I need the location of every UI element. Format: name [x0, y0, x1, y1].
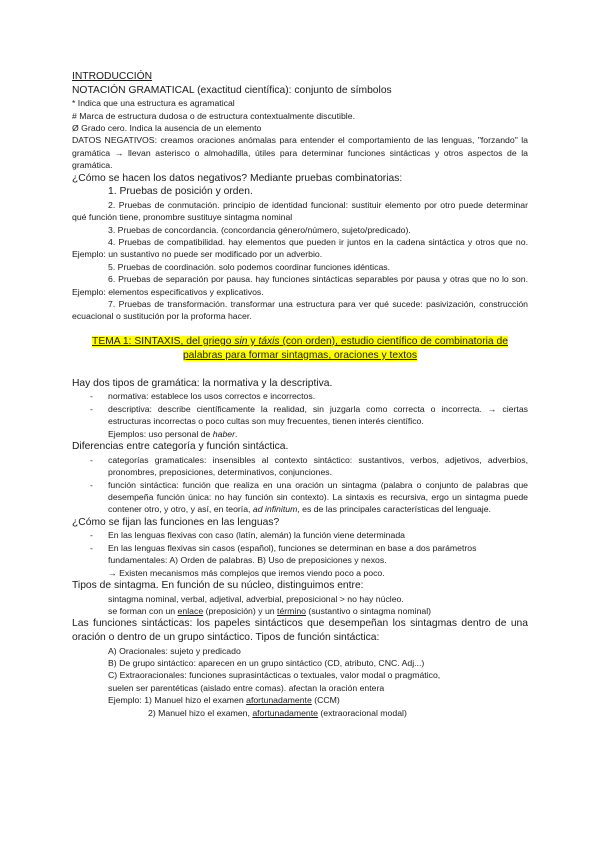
tema-title-part: y — [247, 335, 259, 347]
ejemplo-1 — [72, 694, 528, 706]
symbol-zero: Ø Grado cero. Indica la ausencia de un elemento — [72, 123, 262, 133]
datos-negativos-paragraph: DATOS NEGATIVOS: creamos oraciones anómalas para entender el comportamiento de las lenguas, "forzando" la gramática → llevan asterisco o almohadilla, útiles para determinar funciones sintácticas y otros aspectos de la gramática. — [72, 135, 528, 171]
extraoracionales-cont: suelen ser parentéticas (aislado entre comas). afectan la oración entera — [108, 682, 385, 693]
text-part: . — [235, 428, 238, 439]
text-part: enlace — [177, 605, 204, 616]
descriptiva-item: - descriptiva: describe científicamente la realidad, sin juzgarla como correcta o incorrecta. → ciertas estructuras incorrectas o poco cultas son muy frecuentes, tienen interés científico. — [72, 403, 528, 428]
intro-heading: INTRODUCCIÓN — [72, 71, 153, 82]
prueba-item: 5. Pruebas de coordinación. solo podemos coordinar funciones idénticas. — [108, 261, 391, 272]
prueba-item: 3. Pruebas de concordancia. (concordancia género/número, sujeto/predicado). — [108, 224, 411, 235]
text-part: función sintáctica: función que realiza en una oración un sintagma (palabra o conjunto de palabras que desempeña función única: no hay función sin contexto). La sintaxis es recursiva, ergo un sintagma puede contener otro, y otro, y así, en teoría, — [108, 479, 528, 515]
oracionales-item: A) Oracionales: sujeto y predicado — [108, 645, 241, 656]
text-part: haber — [212, 428, 236, 439]
prueba-item: 7. Pruebas de transformación. transformar una estructura para ver qué sucede: pasivización, construcción ecuacional o sustitución por la proforma hacer. — [72, 299, 528, 322]
normativa-item: - normativa: establece los usos correctos e incorrectos. — [72, 390, 528, 402]
text-part: Ejemplo: 1) Manuel hizo el examen — [108, 695, 247, 706]
prueba-item: 2. Pruebas de conmutación. principio de identidad funcional: sustituir elemento por otro puede determinar qué función tiene, pronombre sustituye sintagma nominal — [72, 199, 528, 223]
notacion-line: NOTACIÓN GRAMATICAL (exactitud científica): conjunto de símbolos — [72, 84, 392, 96]
text-part: (preposición) y un — [203, 605, 278, 616]
funcion-sintactica-item — [72, 479, 528, 516]
categorias-item: - categorías gramaticales: insensibles al contexto sintáctico: sustantivos, verbos, adjetivos, adverbios, pronombres, preposiciones, determinativos, conjunciones. — [72, 454, 528, 479]
tema-title-part: TEMA 1: SINTAXIS, del griego — [92, 335, 235, 347]
extraoracionales-item: C) Extraoracionales: funciones suprasintácticas o textuales, valor modal o pragmático, — [108, 670, 441, 681]
text-part: (sustantivo o sintagma nominal) — [306, 605, 432, 616]
text-part: 2) Manuel hizo el examen, — [148, 707, 253, 718]
grupo-item: B) De grupo sintáctico: aparecen en un grupo sintáctico (CD, atributo, CNC. Adj...) — [108, 657, 425, 668]
document-page — [72, 70, 528, 719]
symbol-asterisk: * Indica que una estructura es agramatical — [72, 98, 235, 109]
funciones-sintacticas-paragraph: Las funciones sintácticas: los papeles sintácticos que desempeñan los sintagmas dentro de una oración o dentro de un grupo sintáctico. Tipos de función sintáctica: — [72, 618, 528, 643]
ejemplos-haber — [72, 428, 528, 440]
tema-title — [72, 335, 528, 363]
sin-casos-item: - En las lenguas flexivas sin casos (español), funciones se determinan en base a dos parámetros fundamentales: A) Orden de palabras. B) Uso de preposiciones y nexos. — [72, 542, 528, 567]
text-part: , es de las principales características del lenguaje. — [297, 504, 491, 515]
sintagma-list: sintagma nominal, verbal, adjetival, adverbial, preposicional > no hay núcleo. — [108, 593, 404, 604]
se-forman-line — [72, 605, 528, 617]
tema-title-part: táxis — [258, 335, 280, 347]
pruebas-question: ¿Cómo se hacen los datos negativos? Mediante pruebas combinatorias: — [72, 172, 403, 184]
text-part: término — [277, 605, 307, 616]
tipos-sintagma: Tipos de sintagma. En función de su núcleo, distinguimos entre: — [72, 579, 364, 591]
prueba-item: 4. Pruebas de compatibilidad. hay elementos que pueden ir juntos en la cadena sintáctica y otros que no. Ejemplo: un sustantivo no puede ser modificado por un adverbio. — [72, 237, 528, 260]
text-part: (CCM) — [311, 695, 340, 706]
text-part: (extraoracional modal) — [318, 707, 407, 718]
text-part: ad infinitum — [252, 504, 298, 515]
diferencias-heading: Diferencias entre categoría y función sintáctica. — [72, 441, 289, 453]
tema-title-part: (con orden), estudio científico de combinatoria de palabras para formar sintagmas, oraciones y textos — [182, 335, 508, 361]
text-part: afortunadamente — [252, 707, 318, 718]
prueba-item: 1. Pruebas de posición y orden. — [108, 186, 253, 198]
text-part: Ejemplos: uso personal de — [108, 428, 213, 439]
mecanismos-note: → Existen mecanismos más complejos que iremos viendo poco a poco. — [108, 567, 385, 578]
tema-title-part: sin — [234, 335, 248, 347]
flexivas-item: - En las lenguas flexivas con caso (latín, alemán) la función viene determinada — [72, 529, 528, 541]
symbol-hash: # Marca de estructura dudosa o de estructura contextualmente discutible. — [72, 110, 355, 121]
ejemplo-2 — [72, 707, 528, 719]
text-part: afortunadamente — [246, 695, 312, 706]
como-fijan-question: ¿Cómo se fijan las funciones en las lenguas? — [72, 516, 280, 528]
tipos-gramatica: Hay dos tipos de gramática: la normativa y la descriptiva. — [72, 377, 333, 389]
prueba-item: 6. Pruebas de separación por pausa. hay funciones sintácticas separables por pausa y otras que no lo son. Ejemplo: elementos especificativos y explicativos. — [72, 274, 528, 297]
text-part: se forman con un — [108, 605, 178, 616]
